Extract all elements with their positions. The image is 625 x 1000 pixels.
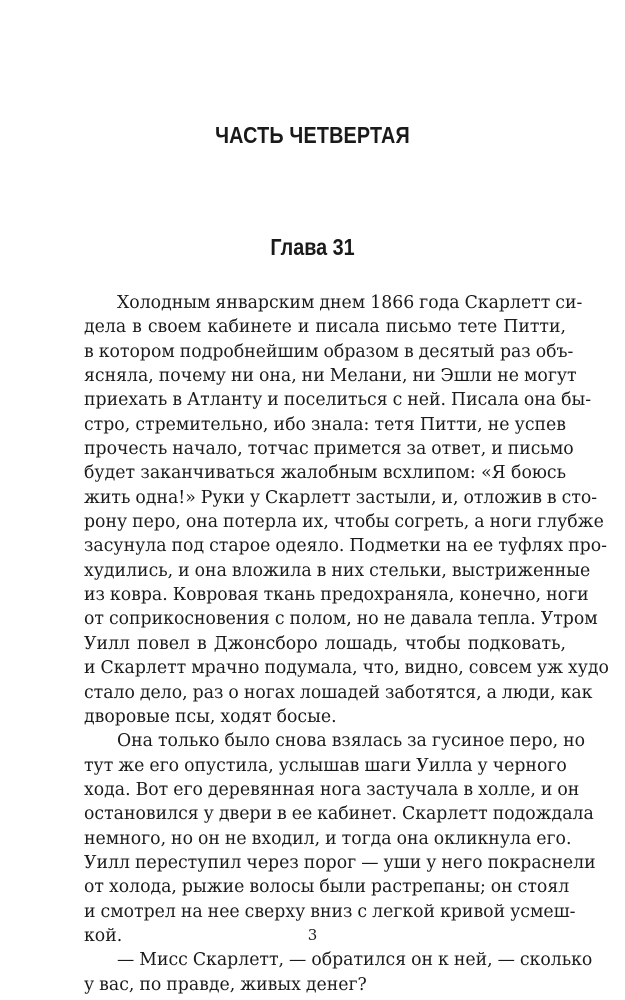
text-line: — Мисс Скарлетт, — обратился он к ней, — сколько — [117, 950, 593, 971]
part-title: ЧАСТЬ ЧЕТВЕРТАЯ — [215, 122, 410, 148]
text-line: Уилл повел в Джонсборо лошадь, чтобы подковать, — [84, 633, 566, 654]
text-line: Холодным январским днем 1866 года Скарлетт си- — [117, 293, 583, 313]
text-line: и смотрел на нее сверху вниз с легкой кривой усмеш- — [84, 901, 576, 922]
chapter-body — [84, 291, 609, 997]
text-line: ясняла, почему ни она, ни Мелани, ни Эшли не могут — [84, 366, 577, 387]
text-line: жить одна!» Руки у Скарлетт застыли, и, отложив в сто- — [84, 487, 598, 508]
text-line: стало дело, раз о ногах лошадей заботятся, а люди, как — [84, 682, 593, 703]
text-line: и Скарлетт мрачно подумала, что, видно, совсем уж худо — [84, 658, 609, 679]
text-line: Она только было снова взялась за гусиное перо, но — [117, 731, 586, 752]
text-line: прочесть начало, тотчас примется за ответ, и письмо — [84, 439, 574, 460]
text-line: приехать в Атланту и поселиться с ней. Писала она бы- — [84, 390, 592, 411]
text-line: от соприкосновения с полом, но не давала тепла. Утром — [84, 609, 598, 630]
text-line: худились, и она вложила в них стельки, выстриженные — [84, 560, 591, 581]
text-line: хода. Вот его деревянная нога застучала в холле, и он — [84, 779, 580, 800]
text-line: рону перо, она потерла их, чтобы согреть, а ноги глубже — [84, 512, 604, 533]
text-line: из ковра. Ковровая ткань предохраняла, конечно, ноги — [84, 585, 589, 606]
text-line: засунула под старое одеяло. Подметки на ее туфлях про- — [84, 536, 607, 557]
text-line: дела в своем кабинете и писала письмо тете Питти, — [84, 317, 566, 338]
page-number: 3 — [307, 926, 318, 944]
text-line: будет заканчиваться жалобным всхлипом: «Я боюсь — [84, 463, 566, 484]
text-line: в котором подробнейшим образом в десятый раз объ- — [84, 341, 574, 362]
text-line: у вас, по правде, живых денег? — [84, 974, 367, 995]
text-line: немного, но он не входил, и тогда она окликнула его. — [84, 828, 572, 849]
text-line: стро, стремительно, ибо знала: тетя Питти, не успев — [84, 414, 566, 435]
chapter-title: Глава 31 — [270, 234, 355, 260]
text-line: дворовые псы, ходят босые. — [84, 706, 337, 727]
text-line: Уилл переступил через порог — уши у него покраснели — [84, 852, 596, 873]
text-line: остановился у двери в ее кабинет. Скарлетт подождала — [84, 804, 594, 825]
text-line: кой. — [84, 925, 123, 946]
text-line: от холода, рыжие волосы были растрепаны; он стоял — [84, 877, 570, 898]
text-line: тут же его опустила, услышав шаги Уилла у черного — [84, 755, 567, 776]
